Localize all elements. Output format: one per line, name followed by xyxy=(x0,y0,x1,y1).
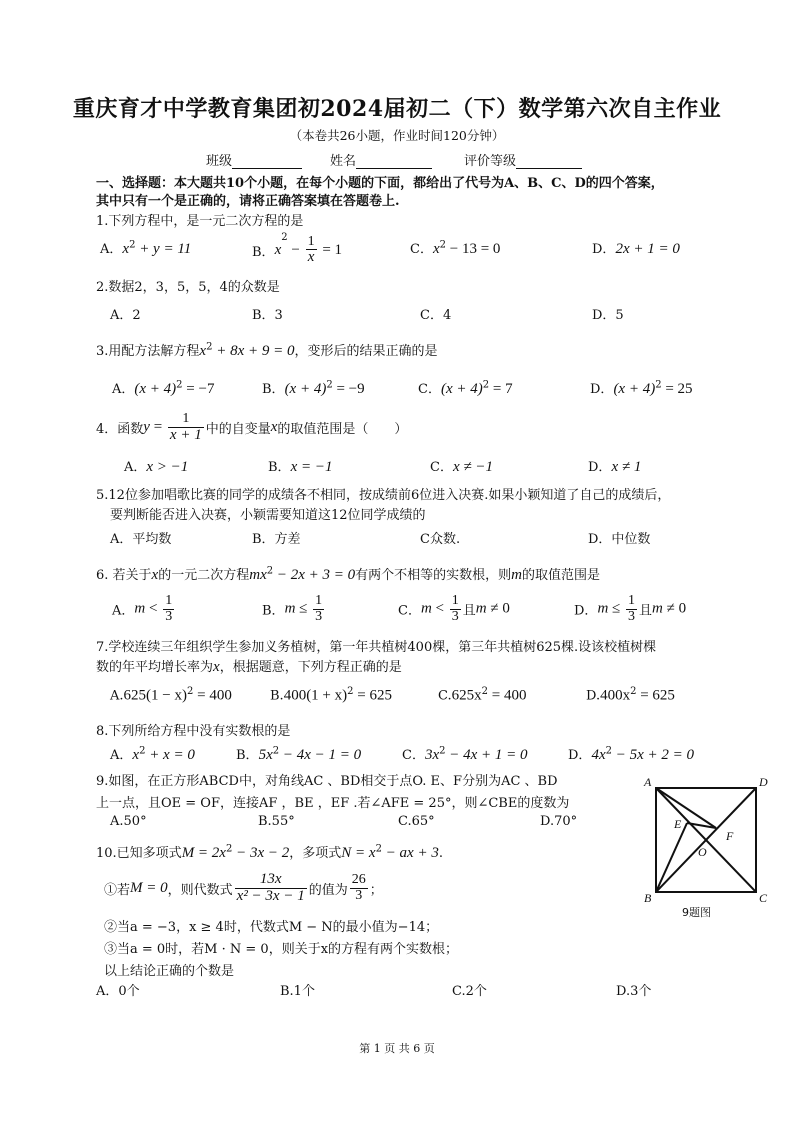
q10-statement-4: 以上结论正确的个数是 xyxy=(104,964,235,979)
page-subtitle: （本卷共26小题，作业时间120分钟） xyxy=(289,128,505,143)
q10-statement-1: ①若M = 0，则代数式 $\frac{13x}{\text{x² − 3x − 1}}$ 的值为 $\frac{26}{3}$ ； xyxy=(104,871,383,904)
q1-option-b[interactable]: B．$x^2$ − $\frac{1}{x}$ = 1 xyxy=(252,232,343,266)
q7-stem-line2: 数的年平均增长率为x，根据题意，下列方程正确的是 xyxy=(96,659,402,675)
name-blank[interactable] xyxy=(356,154,432,169)
q5-stem-line1: 5.12位参加唱歌比赛的同学的成绩各不相同，按成绩前6位进入决赛.如果小颖知道了自己的成绩后， xyxy=(96,488,671,503)
q4-option-b[interactable]: B．x = −1 xyxy=(268,459,333,475)
q2-option-d[interactable]: D．5 xyxy=(592,308,624,323)
q10-statement-3: ③当a = 0时，若M · N = 0，则关于x的方程有两个实数根； xyxy=(104,942,459,957)
q1-option-c[interactable]: C．$x^2 - 13 = 0$ xyxy=(410,239,501,257)
q8-option-a[interactable]: A．$x^2 + x = 0$ xyxy=(110,745,195,763)
label-b: B xyxy=(644,891,652,905)
q9-figure xyxy=(636,772,776,922)
q8-option-b[interactable]: B．$5x^2 - 4x - 1 = 0$ xyxy=(236,745,362,763)
q10-stem: 10.已知多项式$M = 2x^2 - 3x - 2$，多项式$N = x^2$ − ax + 3. xyxy=(96,843,443,861)
q4-option-d[interactable]: D．x ≠ 1 xyxy=(588,459,642,475)
q10-statement-2: ②当a = −3，x ≥ 4时，代数式M − N的最小值为−14； xyxy=(104,920,439,935)
q5-stem-line2: 要判断能否进入决赛，小颖需要知道这12位同学成绩的 xyxy=(110,508,426,523)
class-label: 班级 xyxy=(206,154,233,169)
q2-option-c[interactable]: C．4 xyxy=(420,308,452,323)
class-blank[interactable] xyxy=(232,154,302,169)
q9-option-a[interactable]: A.50° xyxy=(110,814,147,829)
q4-option-a[interactable]: A．x > −1 xyxy=(124,459,189,475)
q2-option-b[interactable]: B．3 xyxy=(252,308,283,323)
q3-option-a[interactable]: A．$(x + 4)^2 = -7$ xyxy=(112,379,215,397)
q6-option-a[interactable]: A．m < $\frac{1}{3}$ xyxy=(112,593,173,624)
q10-option-d[interactable]: D.3个 xyxy=(616,984,652,999)
q7-option-d[interactable]: $D.400x^2 = 625$ xyxy=(586,686,675,704)
q2-stem: 2.数据2，3，5，5，4的众数是 xyxy=(96,280,280,295)
q5-option-a[interactable]: A．平均数 xyxy=(110,532,172,547)
q1-option-a[interactable]: A．$x^2 + y = 11$ xyxy=(100,239,192,257)
section-instructions-line2: 其中只有一个是正确的，请将正确答案填在答题卷上. xyxy=(96,194,400,209)
q6-option-c[interactable]: C．m < $\frac{1}{3}$ 且m ≠ 0 xyxy=(398,593,510,624)
q2-option-a[interactable]: A．2 xyxy=(110,308,141,323)
q3-option-c[interactable]: C．$(x + 4)^2 = 7$ xyxy=(418,379,513,397)
q5-option-b[interactable]: B．方差 xyxy=(252,532,301,547)
section-instructions-line1: 一、选择题：本大题共10个小题，在每个小题的下面，都给出了代号为A、B、C、D的四个答案， xyxy=(96,176,664,191)
label-e: E xyxy=(674,817,682,831)
grade-label: 评价等级 xyxy=(464,154,517,169)
label-d: D xyxy=(759,775,768,789)
label-a: A xyxy=(644,775,652,789)
q3-option-d[interactable]: D．$(x + 4)^2 = 25$ xyxy=(590,379,693,397)
q7-option-a[interactable]: $A.625(1 - x)^2 = 400$ xyxy=(110,686,232,704)
q8-option-c[interactable]: C．$3x^2 - 4x + 1 = 0$ xyxy=(402,745,528,763)
grade-field xyxy=(464,150,582,169)
q8-option-d[interactable]: D．$4x^2 - 5x + 2 = 0$ xyxy=(568,745,695,763)
q4-option-c[interactable]: C．x ≠ −1 xyxy=(430,459,493,475)
q5-option-d[interactable]: D．中位数 xyxy=(588,532,651,547)
segment-be xyxy=(656,823,687,892)
q9-option-b[interactable]: B.55° xyxy=(258,814,295,829)
page-title: 重庆育才中学教育集团初2024届初二（下）数学第六次自主作业 xyxy=(72,96,722,122)
q4-stem: 4．函数y = $\frac{1}{x + 1}$ 中的自变量x的取值范围是（ ） xyxy=(96,411,408,443)
q1-stem: 1.下列方程中，是一元二次方程的是 xyxy=(96,214,304,229)
q7-option-b[interactable]: $B.400(1 + x)^2 = 625$ xyxy=(270,686,392,704)
q3-option-b[interactable]: B．$(x + 4)^2 = -9$ xyxy=(262,379,365,397)
q1-option-d[interactable]: D．2x + 1 = 0 xyxy=(592,241,680,257)
q10-option-b[interactable]: B.1个 xyxy=(280,984,315,999)
q7-stem-line1: 7.学校连续三年组织学生参加义务植树，第一年共植树400棵，第三年共植树625棵.设该校植树棵 xyxy=(96,640,657,655)
class-field xyxy=(206,150,302,169)
name-label: 姓名 xyxy=(330,154,357,169)
q7-option-c[interactable]: $C.625x^2 = 400$ xyxy=(438,686,527,704)
figure-caption: 9题图 xyxy=(682,906,711,919)
q6-stem: 6. 若关于x的一元二次方程$mx^2 - 2x + 3 = 0$有两个不相等的实数根，则m的取值范围是 xyxy=(96,565,601,583)
q5-option-c[interactable]: C众数. xyxy=(420,532,461,547)
label-c: C xyxy=(759,891,768,905)
q10-option-a[interactable]: A．0个 xyxy=(96,984,140,999)
q6-option-d[interactable]: D．m ≤ $\frac{1}{3}$ 且m ≠ 0 xyxy=(574,593,687,624)
q9-option-c[interactable]: C.65° xyxy=(398,814,435,829)
q3-stem: 3.用配方法解方程$x^2 + 8x + 9 = 0$，变形后的结果正确的是 xyxy=(96,341,438,359)
page-number: 第 1 页 共 6 页 xyxy=(359,1042,435,1055)
q6-option-b[interactable]: B．m ≤ $\frac{1}{3}$ xyxy=(262,593,323,624)
q9-stem-line1: 9.如图，在正方形ABCD中，对角线AC 、BD相交于点O. E、F分别为AC 、BD xyxy=(96,774,558,789)
label-f: F xyxy=(726,829,734,843)
name-field xyxy=(330,150,432,169)
segment-af xyxy=(656,788,716,828)
q10-option-c[interactable]: C.2个 xyxy=(452,984,487,999)
q9-stem-line2: 上一点，且OE = OF，连接AF ，BE ，EF .若∠AFE = 25°，则∠CBE的度数为 xyxy=(96,796,570,811)
grade-blank[interactable] xyxy=(516,154,582,169)
q9-option-d[interactable]: D.70° xyxy=(540,814,578,829)
q8-stem: 8.下列所给方程中没有实数根的是 xyxy=(96,724,291,739)
label-o: O xyxy=(698,845,707,859)
